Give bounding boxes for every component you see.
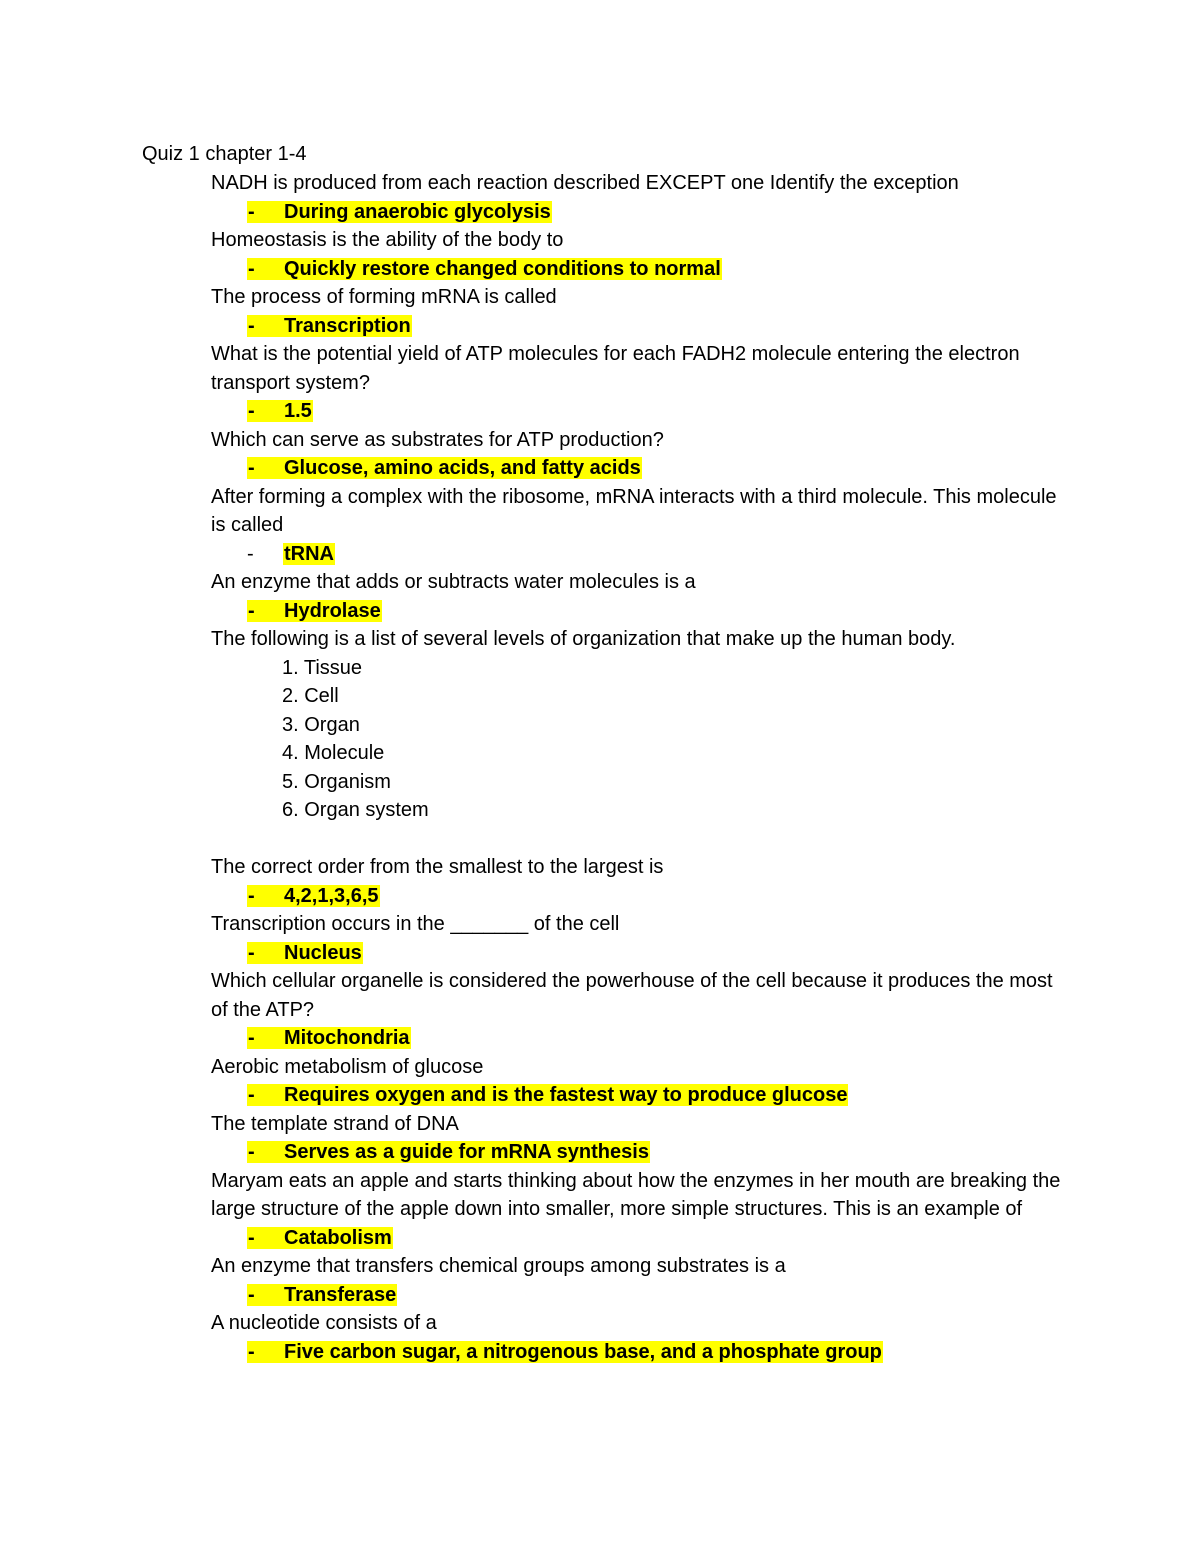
quiz-item [211,1110,1071,1167]
quiz-item [211,283,1071,340]
answer-text: Catabolism [284,1226,392,1249]
answer-dash: - [248,257,255,280]
blank-line [211,825,1071,854]
question-text: Which can serve as substrates for ATP production? [211,428,664,451]
quiz-item [211,483,1071,569]
answer-dash: - [247,542,254,565]
answer-dash: - [248,1084,255,1106]
answer-line [247,597,1071,626]
question-text: Aerobic metabolism of glucose [211,1055,484,1078]
answer-dash: - [248,1141,255,1163]
question-text: A nucleotide consists of a [211,1312,437,1334]
question-text: The template strand of DNA [211,1112,459,1135]
answer-highlight [247,1341,883,1363]
list-item: 6. Organ system [282,799,429,821]
answer-line [247,882,1071,911]
answer-dash: - [248,1283,255,1306]
quiz-item [211,1252,1071,1309]
answer-dash: - [248,599,255,622]
answer-text: Requires oxygen and is the fastest way to produce glucose [284,1084,848,1106]
answer-dash: - [248,400,255,422]
answer-line [247,198,1071,227]
answer-line [247,939,1071,968]
answer-text: Five carbon sugar, a nitrogenous base, and a phosphate group [284,1340,882,1363]
list-item: 1. Tissue [282,656,363,679]
answer-line [247,312,1071,341]
quiz-item [211,426,1071,483]
quiz-item [211,1309,1071,1366]
answer-highlight [247,600,382,622]
answer-highlight [247,457,642,479]
answer-dash: - [248,1340,255,1363]
answer-highlight [247,315,412,337]
answer-dash: - [248,1226,255,1249]
answer-line [247,1224,1071,1253]
answer-text: Glucose, amino acids, and fatty acids [284,457,641,479]
list-item: 4. Molecule [282,742,385,764]
answer-line [247,397,1071,426]
question-text: NADH is produced from each reaction described EXCEPT one Identify the exception [211,172,959,194]
answer-dash: - [248,200,255,223]
answer-line [247,1338,1071,1367]
list-item: 3. Organ [282,713,360,736]
answer-text: tRNA [284,542,334,565]
quiz-body [211,169,1071,1366]
answer-highlight [247,1027,411,1049]
quiz-item [211,169,1071,226]
answer-text: 1.5 [284,400,312,422]
answer-text: Mitochondria [284,1027,410,1049]
answer-highlight [247,258,722,280]
quiz-item [211,910,1071,967]
answer-highlight [247,400,313,422]
answer-line [247,454,1071,483]
answer-line [247,1281,1071,1310]
answer-line [247,1138,1071,1167]
question-text: After forming a complex with the ribosome, mRNA interacts with a third molecule. This molecule is called [211,485,1057,536]
answer-text: Transcription [284,314,411,337]
answer-dash: - [248,1027,255,1049]
answer-line [247,540,1071,569]
question-text: Maryam eats an apple and starts thinking about how the enzymes in her mouth are breaking the large structure of the apple down into smaller, more simple structures. This is an example of [211,1169,1061,1220]
answer-highlight [247,1284,397,1306]
answer-text: Serves as a guide for mRNA synthesis [284,1141,649,1163]
list-item: 5. Organism [282,770,391,793]
quiz-item [211,1053,1071,1110]
answer-dash: - [248,884,255,907]
answer-dash: - [248,457,255,479]
answer-text: Nucleus [284,941,362,964]
quiz-item [211,340,1071,426]
answer-highlight [247,942,363,964]
list-item: 2. Cell [282,685,339,707]
quiz-item [211,226,1071,283]
question-text: What is the potential yield of ATP molecules for each FADH2 molecule entering the electron transport system? [211,343,1020,394]
answer-text: 4,2,1,3,6,5 [284,884,379,907]
document-title: Quiz 1 chapter 1-4 [142,143,307,165]
answer-highlight [247,1084,848,1106]
answer-text: Quickly restore changed conditions to normal [284,257,721,280]
answer-text: Hydrolase [284,599,381,622]
question-text: The following is a list of several levels of organization that make up the human body. [211,628,956,650]
answer-dash: - [248,314,255,337]
answer-dash: - [248,941,255,964]
organization-list [282,654,1071,825]
answer-highlight [247,1141,650,1163]
quiz-item [211,1167,1071,1253]
quiz-item [211,568,1071,625]
quiz-item [211,967,1071,1053]
answer-text: Transferase [284,1283,397,1306]
answer-highlight [247,1227,393,1249]
answer-text: During anaerobic glycolysis [284,200,551,223]
quiz-item [211,625,1071,910]
answer-line [247,255,1071,284]
question-text: Homeostasis is the ability of the body to [211,229,564,251]
answer-highlight [247,885,380,907]
question-text: The process of forming mRNA is called [211,286,557,308]
question-text: An enzyme that transfers chemical groups among substrates is a [211,1255,786,1277]
question-text: Which cellular organelle is considered the powerhouse of the cell because it produces the most of the ATP? [211,970,1053,1021]
answer-line [247,1024,1071,1053]
question-text: The correct order from the smallest to the largest is [211,856,664,878]
answer-line [247,1081,1071,1110]
question-text: An enzyme that adds or subtracts water molecules is a [211,571,696,593]
question-text: Transcription occurs in the _______ of the cell [211,913,620,935]
answer-highlight [247,201,552,223]
